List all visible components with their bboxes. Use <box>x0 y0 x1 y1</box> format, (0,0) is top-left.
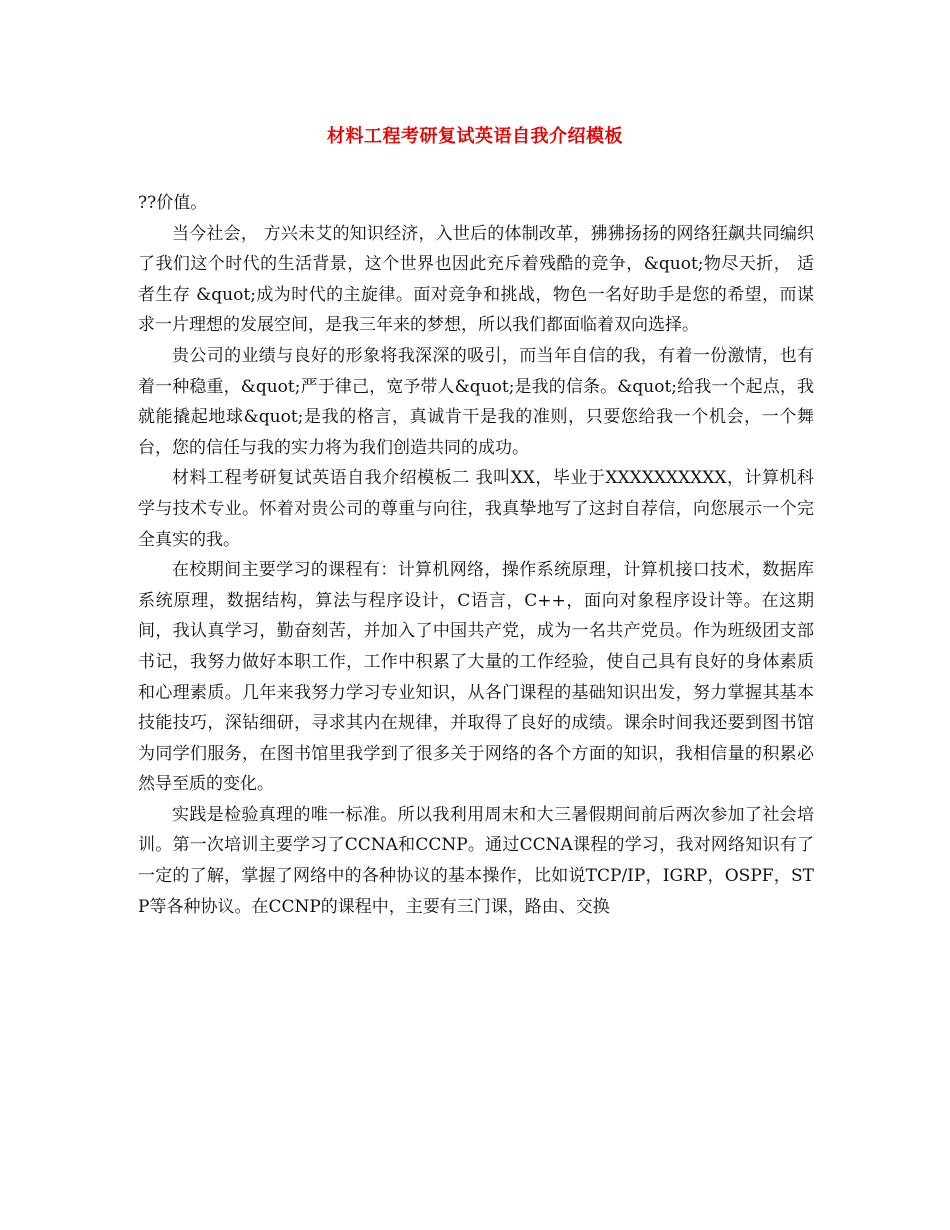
paragraph: ??价值。 <box>138 193 208 213</box>
document-title: 材料工程考研复试英语自我介绍模板 <box>327 126 623 147</box>
paragraph: 材料工程考研复试英语自我介绍模板二 我叫XX，毕业于XXXXXXXXXX，计算机科学与技术专业。怀着对贵公司的尊重与向往，我真挚地写了这封自荐信，向您展示一个完全真实的我。 <box>138 468 814 550</box>
paragraph: 贵公司的业绩与良好的形象将我深深的吸引，而当年自信的我，有着一份激情，也有着一种稳重，&quot;严于律己，宽予带人&quot;是我的信条。&quot;给我一个起点，我就能撬起地球&quot;是我的格言，真诚肯干是我的准则，只要您给我一个机会，一个舞台，您的信任与我的实力将为我们创造共同的成功。 <box>138 345 814 458</box>
paragraph: 在校期间主要学习的课程有：计算机网络，操作系统原理，计算机接口技术，数据库系统原理，数据结构，算法与程序设计，C语言，C++，面向对象程序设计等。在这期间，我认真学习，勤奋刻苦，并加入了中国共产党，成为一名共产党员。作为班级团支部书记，我努力做好本职工作，工作中积累了大量的工作经验，使自己具有良好的身体素质和心理素质。几年来我努力学习专业知识，从各门课程的基础知识出发，努力掌握其基本技能技巧，深钻细研，寻求其内在规律，并取得了良好的成绩。课余时间我还要到图书馆为同学们服务，在图书馆里我学到了很多关于网络的各个方面的知识，我相信量的积累必然导至质的变化。 <box>138 560 814 795</box>
paragraph: 实践是检验真理的唯一标准。所以我利用周末和大三暑假期间前后两次参加了社会培训。第一次培训主要学习了CCNA和CCNP。通过CCNA课程的学习，我对网络知识有了一定的了解，掌握了网络中的各种协议的基本操作，比如说TCP/IP，IGRP，OSPF，STP等各种协议。在CCNP的课程中，主要有三门课，路由、交换 <box>138 804 814 917</box>
document-body <box>138 188 814 922</box>
paragraph: 当今社会， 方兴未艾的知识经济，入世后的体制改革，狒狒扬扬的网络狂飙共同编织了我们这个时代的生活背景，这个世界也因此充斥着残酷的竞争，&quot;物尽天折， 适者生存 &quot;成为时代的主旋律。面对竞争和挑战，物色一名好助手是您的希望，而谋求一片理想的发展空间，是我三年来的梦想，所以我们都面临着双向选择。 <box>138 223 814 336</box>
